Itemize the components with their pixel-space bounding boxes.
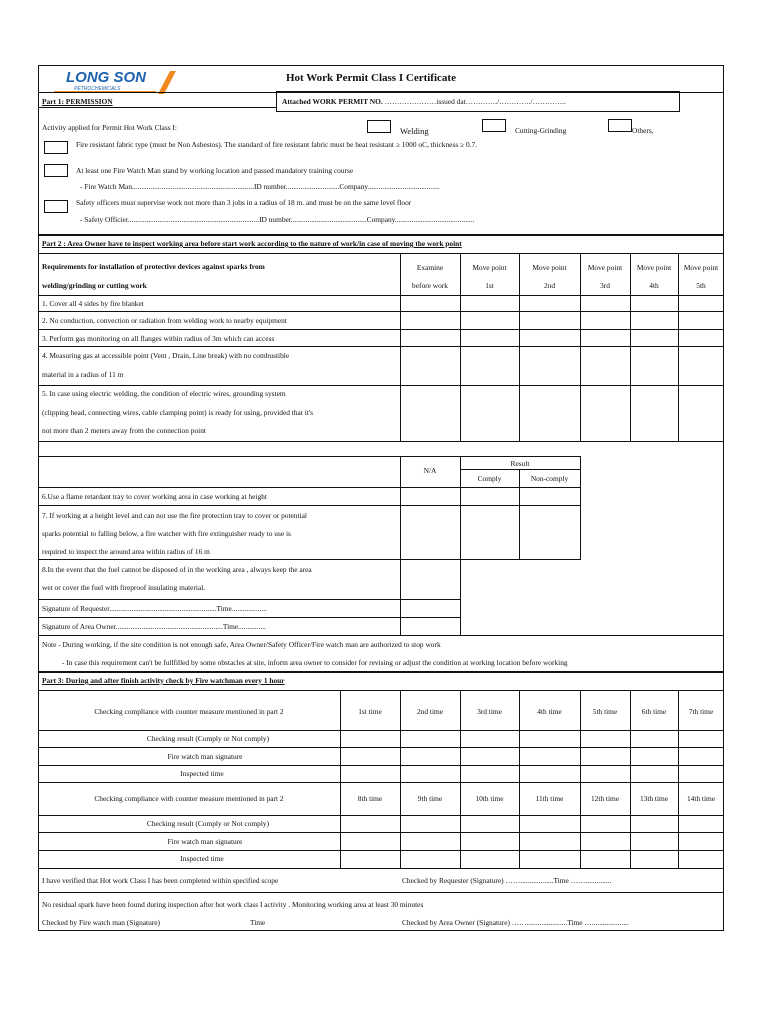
time-10: 10th time: [475, 794, 504, 803]
col-header-l1: Examine: [416, 263, 444, 272]
col-header-l2: 4th: [649, 281, 659, 290]
safety-officer-line[interactable]: - Safety Officier.......................................................................ID number.........................................Company...........................................: [80, 215, 475, 224]
t2-hline: [38, 505, 580, 506]
req-item-7b: sparks potential to falling below, a fire watcher with fire extinguisher ready to use is: [42, 529, 291, 538]
comply-header: Comply: [477, 474, 502, 483]
col-header-l1: Move point: [532, 263, 567, 272]
part1-heading-underline: [38, 107, 276, 108]
req-item-7c: required to inspect the around area within radius of 16 m: [42, 547, 210, 556]
time-13: 13th time: [639, 794, 669, 803]
t1-hline: [38, 329, 724, 330]
time-6: 6th time: [641, 707, 667, 716]
req-item-8b: wet or cover the fuel with fireproof insulating material.: [42, 583, 206, 592]
req-item-3: 3. Perform gas monitoring on all flanges within radius of 3m which can access: [42, 334, 275, 343]
firewatch-text: At least one Fire Watch Man stand by working location and passed mandatory training course: [76, 166, 354, 175]
req-item-4b: material in a radius of 11 m: [42, 370, 124, 379]
row-inspected-time-1: Inspected time: [180, 769, 224, 778]
col-header-examine: [400, 263, 460, 290]
t3-hline: [38, 832, 724, 833]
checked-by-firewatch[interactable]: Checked by Fire watch man (Signature): [42, 918, 161, 927]
time-11: 11th time: [535, 794, 564, 803]
check-label-1: Checking compliance with counter measure mentioned in part 2: [94, 707, 284, 716]
no-spark-text: No residual spark have been found during inspection after hot work class I activity . Monitoring working area at least 30 minutes: [42, 900, 424, 909]
t1-hline: [38, 441, 724, 442]
time-3: 3rd time: [477, 707, 502, 716]
result-header: Result: [510, 459, 530, 468]
col-header-move3: [580, 263, 630, 290]
row-check-result-2: Checking result (Comply or Not comply): [146, 819, 270, 828]
noncomply-header: Non-comply: [530, 474, 569, 483]
t3-hline: [38, 868, 724, 869]
t2-hline: [38, 487, 580, 488]
part3-heading-line: [38, 690, 724, 691]
attached-permit-label: Attached WORK PERMIT NO.: [282, 97, 383, 106]
fabric-text: Fire resistant fabric type (must be Non Asbestos). The standard of fire resistant fabric must be heat resistant ≥ 1000 oC, thickness ≥ 0.7.: [76, 140, 478, 149]
part2-heading: Part 2 : Area Owner have to inspect working area before start work according to the nature of work/in case of moving the work point: [42, 239, 462, 248]
row-firewatch-sign-1: Fire watch man signature: [167, 752, 243, 761]
time-4: 4th time: [537, 707, 562, 716]
checked-by-area-owner[interactable]: Checked by Area Owner (Signature) ……......................Time …....................: [402, 918, 629, 927]
req-header-2: welding/grinding or cutting work: [42, 281, 147, 290]
t2-vline: [580, 456, 581, 560]
welding-label: Welding: [400, 126, 429, 136]
part2-top-line: [38, 234, 724, 236]
t2-hline: [38, 456, 580, 457]
time-7: 7th time: [688, 707, 714, 716]
t3-vline: [400, 690, 401, 868]
note-2: - In case this requirement can't be fullfilled by some obstacles at site, inform area owner to consider for revising or adjust the condition at working location before working: [62, 658, 568, 667]
t3-vline: [580, 690, 581, 868]
req-item-2: 2. No conduction, convection or radiation from welding work to nearby equipment: [42, 316, 287, 325]
t1-hline: [38, 311, 724, 312]
req-header-1: Requirements for installation of protective devices against sparks from: [42, 262, 265, 271]
col-header-l1: Move point: [636, 263, 672, 272]
part3-top-line: [38, 671, 724, 673]
time-5: 5th time: [592, 707, 618, 716]
cutting-grinding-label: Cutting-Grinding: [515, 126, 567, 135]
col-header-l2: 3rd: [600, 281, 610, 290]
firewatch-line[interactable]: - Fire Watch Man..................................................................ID number.............................Company.......................................: [80, 182, 440, 191]
t3-vline: [519, 690, 520, 868]
row-firewatch-sign-2: Fire watch man signature: [167, 837, 243, 846]
col-header-l1: Move point: [587, 263, 623, 272]
firewatch-time-label: Time: [250, 918, 266, 927]
frame-top: [38, 65, 724, 66]
req-item-8a: 8.In the event that the fuel cannot be disposed of in the working area , always keep the area: [42, 565, 312, 574]
t3-hline: [38, 815, 724, 816]
req-item-7a: 7. If working at a height level and can not use the fire protection tray to cover or potential: [42, 511, 307, 520]
t1-hline: [38, 385, 724, 386]
t2-hline: [460, 469, 580, 470]
req-item-6: 6.Use a flame retardant tray to cover working area in case working at height: [42, 492, 267, 501]
signature-area-owner[interactable]: Signature of Area Owner..........................................................Time...............: [42, 622, 266, 631]
svg-text:LONG SON: LONG SON: [66, 69, 147, 86]
na-header: N/A: [423, 466, 437, 475]
others-checkbox[interactable]: [608, 119, 632, 132]
t2-hline: [38, 599, 460, 600]
time-1: 1st time: [358, 707, 382, 716]
t2-vline: [400, 456, 401, 635]
others-label: Others,: [632, 126, 654, 135]
note-1: Note - During working, if the site condition is not enough safe, Area Owner/Safety Officer/Fire watch man are authorized to stop work: [42, 640, 441, 649]
time-2: 2nd time: [416, 707, 444, 716]
attached-permit-field[interactable]: [282, 97, 566, 106]
firewatch-checkbox[interactable]: [44, 164, 68, 177]
col-header-l1: Move point: [472, 263, 507, 272]
time-12: 12th time: [590, 794, 620, 803]
col-header-l2: 1st: [485, 281, 494, 290]
checked-by-requester[interactable]: Checked by Requester (Signature) ……..................Time ……..............: [402, 876, 612, 885]
t3-hline: [38, 765, 724, 766]
t3-vline: [630, 690, 631, 868]
time-9: 9th time: [417, 794, 443, 803]
attached-permit-dots: …………………issued dat…………./…………./…………..: [384, 97, 566, 106]
t1-hline: [38, 295, 724, 296]
col-header-l2: 5th: [696, 281, 706, 290]
fabric-checkbox[interactable]: [44, 141, 68, 154]
t3-hline: [38, 782, 724, 783]
t1-hline: [38, 346, 724, 347]
t3-hline: [38, 850, 724, 851]
t3-vline: [678, 690, 679, 868]
page-title: Hot Work Permit Class I Certificate: [286, 72, 456, 84]
safety-officer-text: Safety officers must supervise work not more than 3 jobs in a radius of 18 m. and must be on the same level floor: [76, 198, 412, 207]
req-item-5b: (clipping head, connecting wires, cable clamping point) is ready for using, provided that it's: [42, 408, 314, 417]
time-8: 8th time: [357, 794, 383, 803]
row-inspected-time-2: Inspected time: [180, 854, 224, 863]
t3-vline: [460, 690, 461, 868]
row-check-result-1: Checking result (Comply or Not comply): [146, 734, 270, 743]
req-item-5a: 5. In case using electric welding, the condition of electric wires, grounding system: [42, 389, 286, 398]
t2-hline: [38, 617, 460, 618]
col-header-move4: [630, 263, 678, 290]
col-header-move5: [678, 263, 724, 290]
col-header-l2: 2nd: [543, 281, 556, 290]
cutting-grinding-checkbox[interactable]: [482, 119, 506, 132]
t3-hline: [38, 747, 724, 748]
activity-label: Activity applied for Permit Hot Work Class I:: [42, 123, 177, 132]
safety-officer-checkbox[interactable]: [44, 200, 68, 213]
req-item-4a: 4. Measuring gas at accessible point (Vent , Drain, Line break) with no combustible: [42, 351, 290, 360]
part2-heading-line: [38, 253, 724, 254]
signature-requester[interactable]: Signature of Requester..........................................................Time...................: [42, 604, 267, 613]
welding-checkbox[interactable]: [367, 120, 391, 133]
verified-text: I have verified that Hot work Class I has been completed within specified scope: [42, 876, 279, 885]
t3-hline: [38, 730, 724, 731]
col-header-move2: [519, 263, 580, 290]
col-header-l2: before work: [412, 281, 448, 290]
col-header-move1: [460, 263, 519, 290]
check-label-2: Checking compliance with counter measure mentioned in part 2: [94, 794, 284, 803]
frame-bottom: [38, 930, 724, 931]
part1-heading: Part 1: PERMISSION: [42, 97, 113, 106]
footer-hline: [38, 892, 724, 893]
part3-heading: Part 3: During and after finish activity check by Fire watchman every 1 hour: [42, 676, 285, 685]
t2-hline: [38, 635, 724, 636]
svg-text:PETROCHEMICALS: PETROCHEMICALS: [74, 86, 121, 92]
req-item-5c: not more than 2 meters away from the connection point: [42, 426, 206, 435]
time-14: 14th time: [686, 794, 716, 803]
req-item-1: 1. Cover all 4 sides by fire blanket: [42, 299, 144, 308]
t2-hline: [38, 559, 580, 560]
col-header-l1: Move point: [683, 263, 719, 272]
